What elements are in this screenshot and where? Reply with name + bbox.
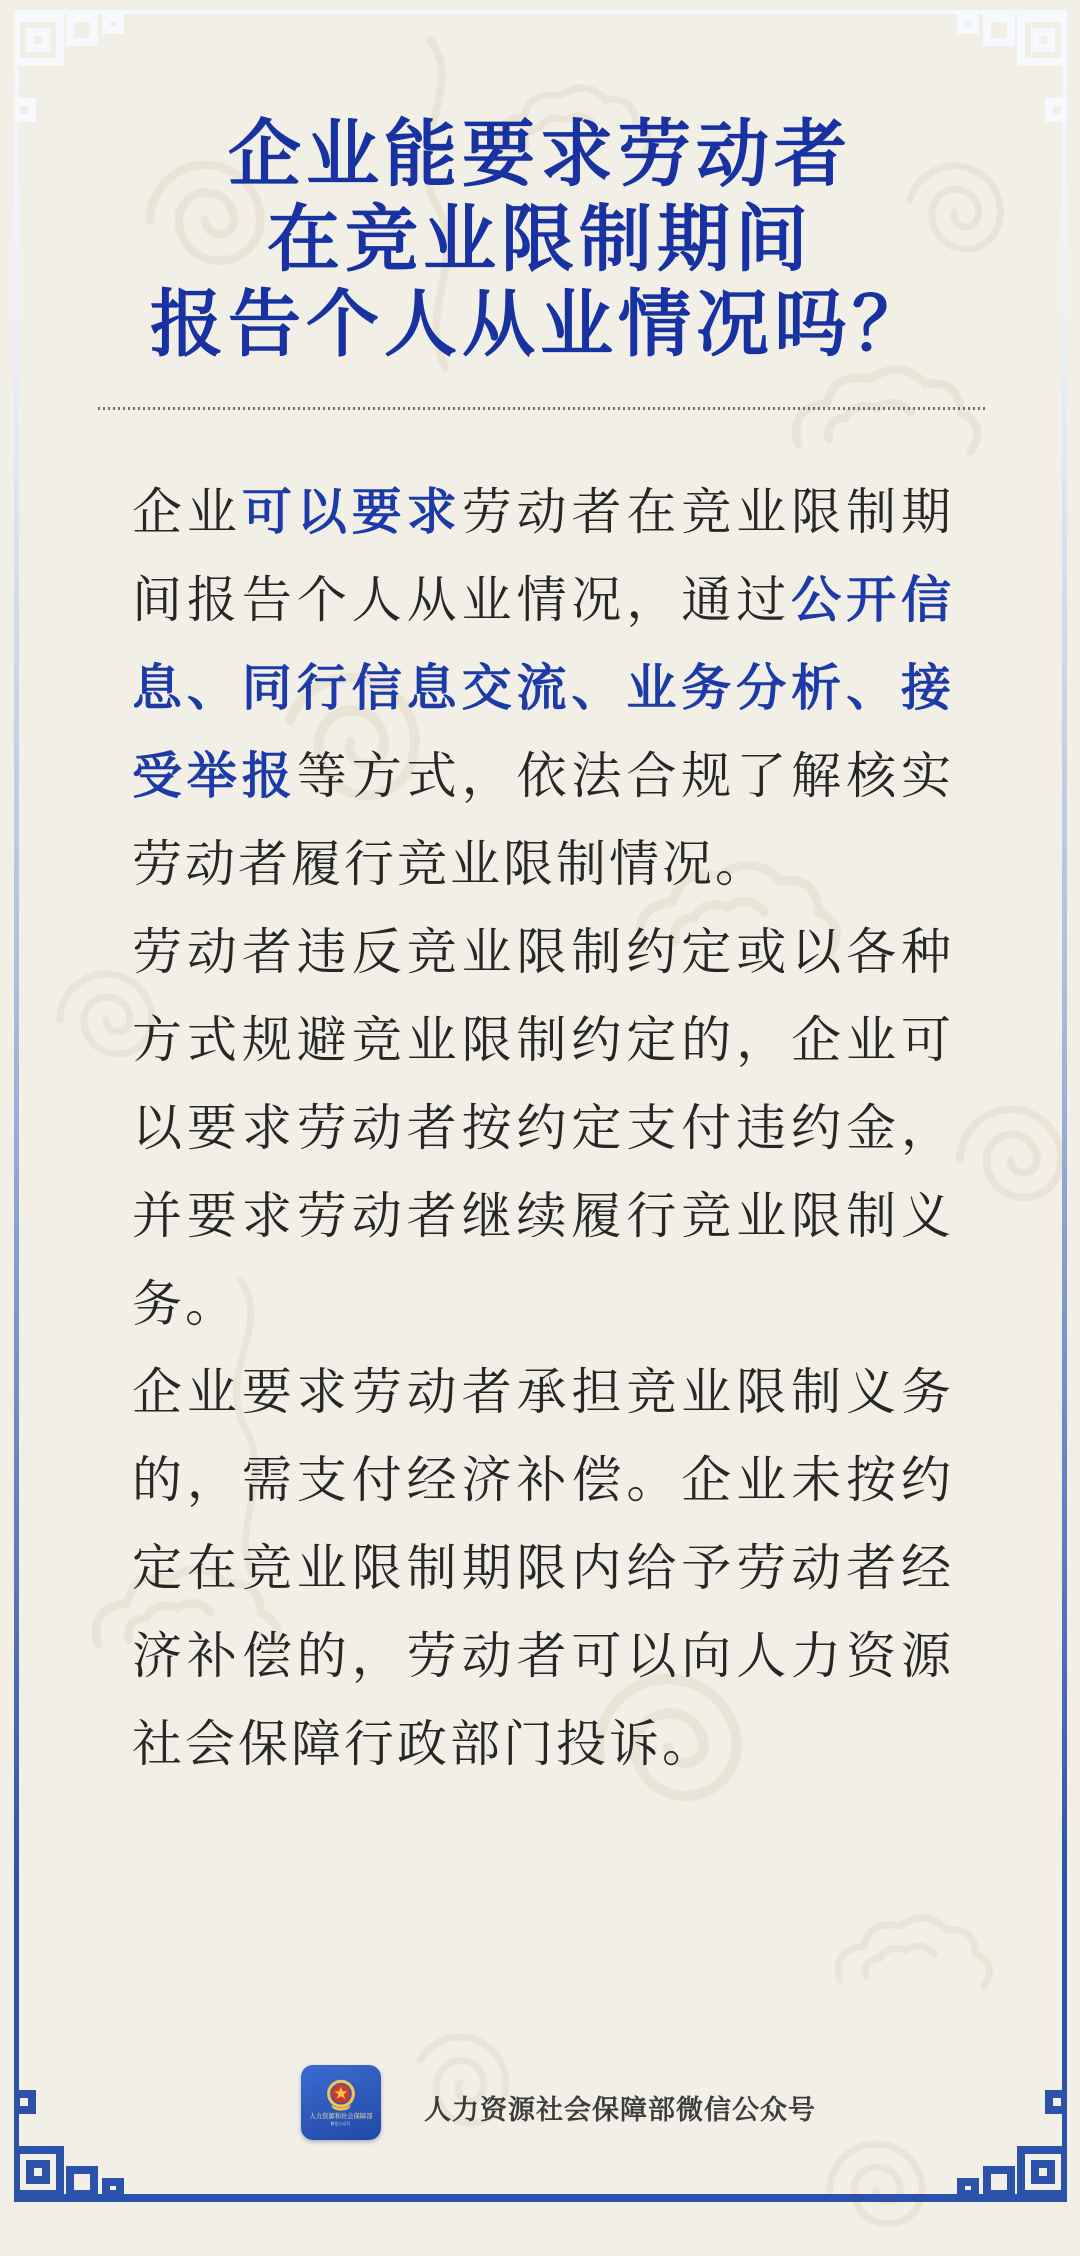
title-line: 企业能要求劳动者 [228, 111, 852, 197]
footer-account-name: 人力资源社会保障部微信公众号 [424, 2095, 816, 2125]
fretwork-corner-top-right-icon [917, 10, 1067, 122]
page-title [0, 112, 1080, 367]
paragraph [132, 908, 954, 1348]
logo-ministry-label: 人力资源和社会保障部 [309, 2112, 373, 2120]
plain-text: 劳动者违反竞业限制约定或以各种方式规避竞业限制约定的，企业可以要求劳动者按约定支付违约金，并要求劳动者继续履行竞业限制义务。 [132, 924, 954, 1332]
paragraph [132, 1348, 954, 1788]
plain-text: 企业 [132, 484, 242, 540]
fretwork-corner-top-left-icon [14, 10, 164, 122]
title-line: 在竞业限制期间 [267, 196, 813, 282]
paragraph [132, 468, 954, 908]
frame-top-line [14, 10, 1067, 14]
highlighted-text: 公开信息、同行信息交流、业务分析、接受举报 [132, 570, 955, 805]
title-line: 报告个人从业情况吗？ [150, 281, 930, 367]
plain-text: 劳动者在竞业限制期间报告个人从业情况，通过 [132, 484, 955, 628]
title-divider [98, 407, 986, 410]
logo-sub-label: 微信公众号 [330, 2121, 351, 2126]
plain-text: 企业要求劳动者承担竞业限制义务的，需支付经济补偿。企业未按约定在竞业限制期限内给予劳动者经济补偿的，劳动者可以向人力资源社会保障行政部门投诉。 [132, 1364, 954, 1772]
national-emblem-icon [322, 2079, 360, 2113]
fretwork-corner-bottom-right-icon [917, 2090, 1067, 2202]
body-paragraphs [132, 468, 954, 1788]
mohrss-logo [301, 2065, 381, 2140]
frame-bottom-bar [14, 2194, 1067, 2202]
highlighted-text: 可以要求 [241, 482, 462, 541]
fretwork-corner-bottom-left-icon [14, 2090, 164, 2202]
plain-text: 等方式，依法合规了解核实劳动者履行竞业限制情况。 [132, 748, 955, 892]
